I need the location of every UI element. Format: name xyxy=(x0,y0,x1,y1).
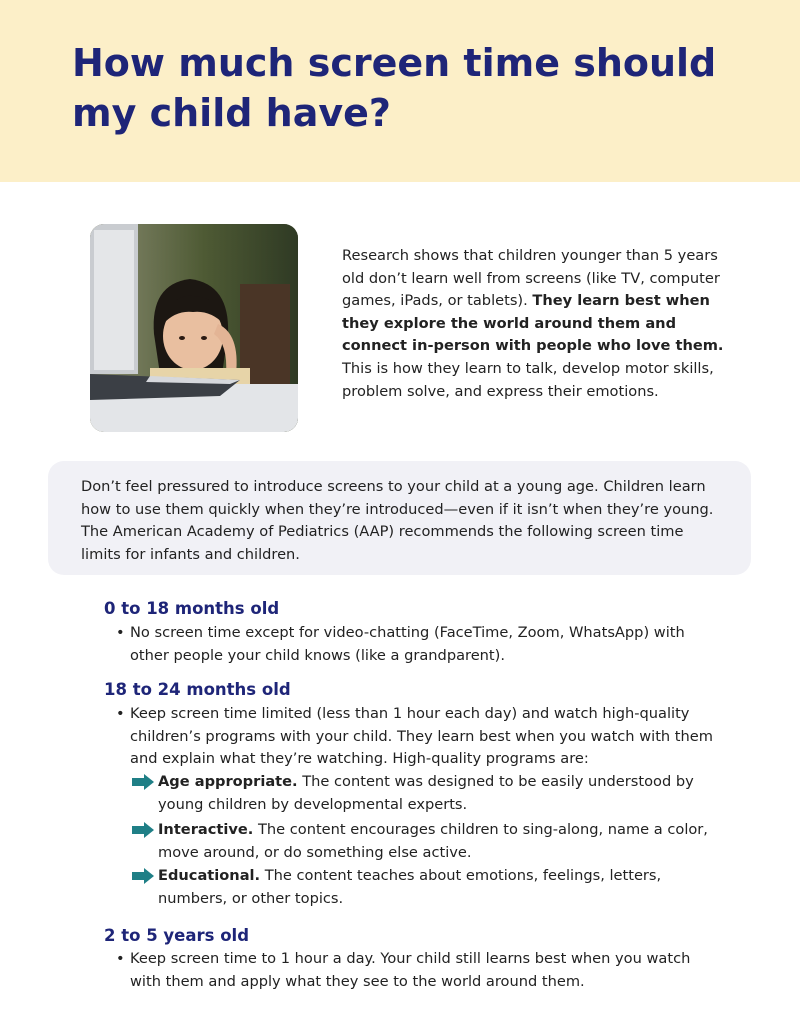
section-heading-18-24-months: 18 to 24 months old xyxy=(104,680,291,699)
section-heading-0-18-months: 0 to 18 months old xyxy=(104,599,280,618)
callout-text: Don’t feel pressured to introduce screens to your child at a young age. Children learn how to use them quickly when they’re introduced—even if it isn’t when they’re young. The American Academy of Pediatrics (AAP) recommends the following screen time limits for infants and children. xyxy=(81,478,714,563)
page-title: How much screen time should my child have? xyxy=(72,41,717,135)
quality-text: The content was designed to be easily understood by young children by developmental experts. xyxy=(158,773,694,813)
intro-paragraph xyxy=(342,245,732,403)
bullet-text: Keep screen time limited (less than 1 hour each day) and watch high-quality children’s programs with your child. They learn best when you watch with them and explain what they’re watching. High-quality programs are: xyxy=(130,705,713,768)
bullet-item xyxy=(116,622,716,667)
intro-text-bold: They learn best when they explore the world around them and connect in-person with people who love them. xyxy=(342,292,724,355)
intro-text-after: This is how they learn to talk, develop motor skills, problem solve, and express their emotions. xyxy=(342,359,714,400)
photo-illustration xyxy=(90,224,298,432)
teal-arrow-icon xyxy=(132,868,154,884)
section-heading-2-5-years: 2 to 5 years old xyxy=(104,926,250,945)
bullet-item xyxy=(116,948,716,993)
quality-item-interactive xyxy=(132,819,722,864)
child-laptop-photo xyxy=(90,224,298,432)
bullet-dot: • xyxy=(116,705,125,722)
quality-label: Interactive. xyxy=(158,821,254,838)
bullet-dot: • xyxy=(116,950,125,967)
bullet-text: Keep screen time to 1 hour a day. Your child still learns best when you watch with them and apply what they see to the world around them. xyxy=(130,950,691,990)
quality-item-age-appropriate xyxy=(132,771,722,816)
bullet-item xyxy=(116,703,716,771)
aap-callout-box xyxy=(48,461,751,575)
bullet-dot: • xyxy=(116,624,125,641)
teal-arrow-icon xyxy=(132,822,154,838)
quality-text: The content teaches about emotions, feelings, letters, numbers, or other topics. xyxy=(158,867,662,907)
quality-label: Age appropriate. xyxy=(158,773,298,790)
teal-arrow-icon xyxy=(132,774,154,790)
quality-label: Educational. xyxy=(158,867,261,884)
intro-text-before: Research shows that children younger than 5 years old don’t learn well from screens (like TV, computer games, iPads, or tablets). xyxy=(342,247,720,310)
bullet-text: No screen time except for video-chatting (FaceTime, Zoom, WhatsApp) with other people your child knows (like a grandparent). xyxy=(130,624,685,664)
quality-item-educational xyxy=(132,865,722,910)
quality-text: The content encourages children to sing-along, name a color, move around, or do something else active. xyxy=(158,821,708,861)
